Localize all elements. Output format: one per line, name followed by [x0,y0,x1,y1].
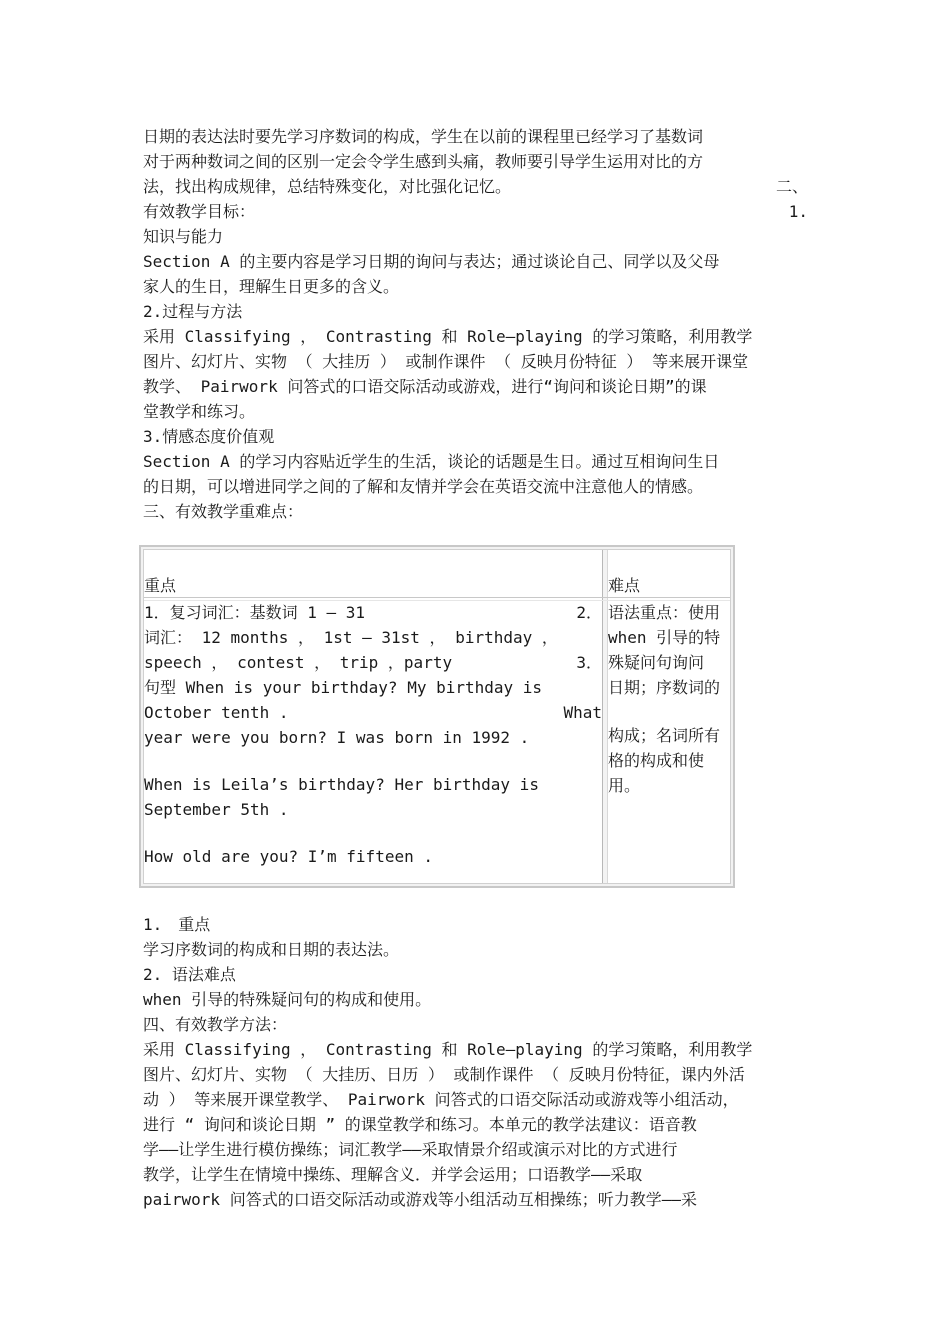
cell-line: September 5th . [144,800,289,819]
paragraph-line: 学——让学生进行模仿操练；词汇教学——采取情景介绍或演示对比的方式进行 [143,1140,678,1159]
paragraph-line: 的日期，可以增进同学之间的了解和友情并学会在英语交流中注意他人的情感。 [143,477,704,496]
paragraph-line: Section A 的主要内容是学习日期的询问与表达；通过谈论自己、同学以及父母 [143,252,720,271]
section-heading: 三、有效教学重难点： [143,502,304,521]
cell-line: 格的构成和使 [608,751,705,770]
cell-line: 语法重点：使用 [608,603,721,622]
item-number: 2． [576,603,602,622]
cell-line: 句型 When is your birthday? My birthday is [144,678,543,697]
paragraph-line: pairwork 问答式的口语交际活动或游戏等小组活动互相操练；听力教学——采 [143,1190,697,1209]
paragraph-line: 图片、幻灯片、实物 （ 大挂历 ） 或制作课件 （ 反映月份特征 ） 等来展开课堂 [143,352,749,371]
paragraph-line: 采用 Classifying ， Contrasting 和 Role—playing 的学习策略，利用教学 [143,327,753,346]
cell-line: How old are you? I’m fifteen . [144,847,433,866]
paragraph-line [143,174,808,199]
cell-text: speech ， contest ， trip ，party [144,653,453,672]
subheading: 3.情感态度价值观 [143,427,275,446]
difficulties-cell [608,600,731,798]
paragraph-line: 家人的生日，理解生日更多的含义。 [143,277,400,296]
paragraph-line: 堂教学和练习。 [143,402,256,421]
cell-line: 日期；序数词的 [608,678,721,697]
cell-line: when 引导的特 [608,628,721,647]
cell-line: 用。 [608,776,641,795]
paragraph-line: 日期的表达法时要先学习序数词的构成，学生在以前的课程里已经学习了基数词 [143,127,704,146]
subheading: 2.过程与方法 [143,302,243,321]
cell-line: 构成；名词所有 [608,726,721,745]
key-points-table [139,545,735,888]
intro-text [143,124,808,524]
cell-line: 词汇： 12 months ， 1st — 31st ， birthday ， [144,628,558,647]
paragraph-line: 进行 “ 询问和谈论日期 ” 的课堂教学和练习。本单元的教学法建议：语音教 [143,1115,697,1134]
cell-line: 殊疑问句询问 [608,653,705,672]
item-number: 3． [576,653,602,672]
key-points-cell [144,600,602,869]
section-number: 二、 [775,177,808,196]
paragraph-line: Section A 的学习内容贴近学生的生活，谈论的话题是生日。通过互相询问生日 [143,452,720,471]
cell-text: 1．复习词汇：基数词 1 — 31 [144,603,366,622]
cell-text: What [563,703,602,722]
paragraph-line: 学习序数词的构成和日期的表达法。 [143,940,400,959]
paragraph-line [143,199,808,224]
table-header-difficulties: 难点 [608,576,641,595]
paragraph-line: 采用 Classifying ， Contrasting 和 Role—playing 的学习策略，利用教学 [143,1040,753,1059]
cell-line [144,700,602,725]
paragraph-line: 图片、幻灯片、实物 （ 大挂历、日历 ） 或制作课件 （ 反映月份特征，课内外活 [143,1065,745,1084]
paragraph-line: 教学、 Pairwork 问答式的口语交际活动或游戏，进行“询问和谈论日期”的课 [143,377,707,396]
subheading: 知识与能力 [143,227,224,246]
cell-line [144,600,602,625]
cell-line: year were you born? I was born in 1992 . [144,728,530,747]
section-heading: 有效教学目标： [143,202,256,221]
paragraph-text: 法，找出构成规律，总结特殊变化，对比强化记忆。 [143,177,512,196]
after-table-text [143,912,808,1212]
cell-line: When is Leila’s birthday? Her birthday is [144,775,539,794]
subheading: 2. 语法难点 [143,965,236,984]
cell-gap [144,822,602,844]
table-header-key-points: 重点 [144,576,177,595]
subheading: 1. 重点 [143,915,211,934]
section-heading: 四、有效教学方法： [143,1015,288,1034]
section-number: 1. [788,202,808,221]
cell-line [144,650,602,675]
cell-gap [144,750,602,772]
paragraph-line: 动 ） 等来展开课堂教学、 Pairwork 问答式的口语交际活动或游戏等小组活动， [143,1090,739,1109]
cell-text: October tenth . [144,703,289,722]
paragraph-line: when 引导的特殊疑问句的构成和使用。 [143,990,432,1009]
paragraph-line: 对于两种数词之间的区别一定会令学生感到头痛，教师要引导学生运用对比的方 [143,152,704,171]
paragraph-line: 教学，让学生在情境中操练、理解含义．并学会运用；口语教学——采取 [143,1165,643,1184]
